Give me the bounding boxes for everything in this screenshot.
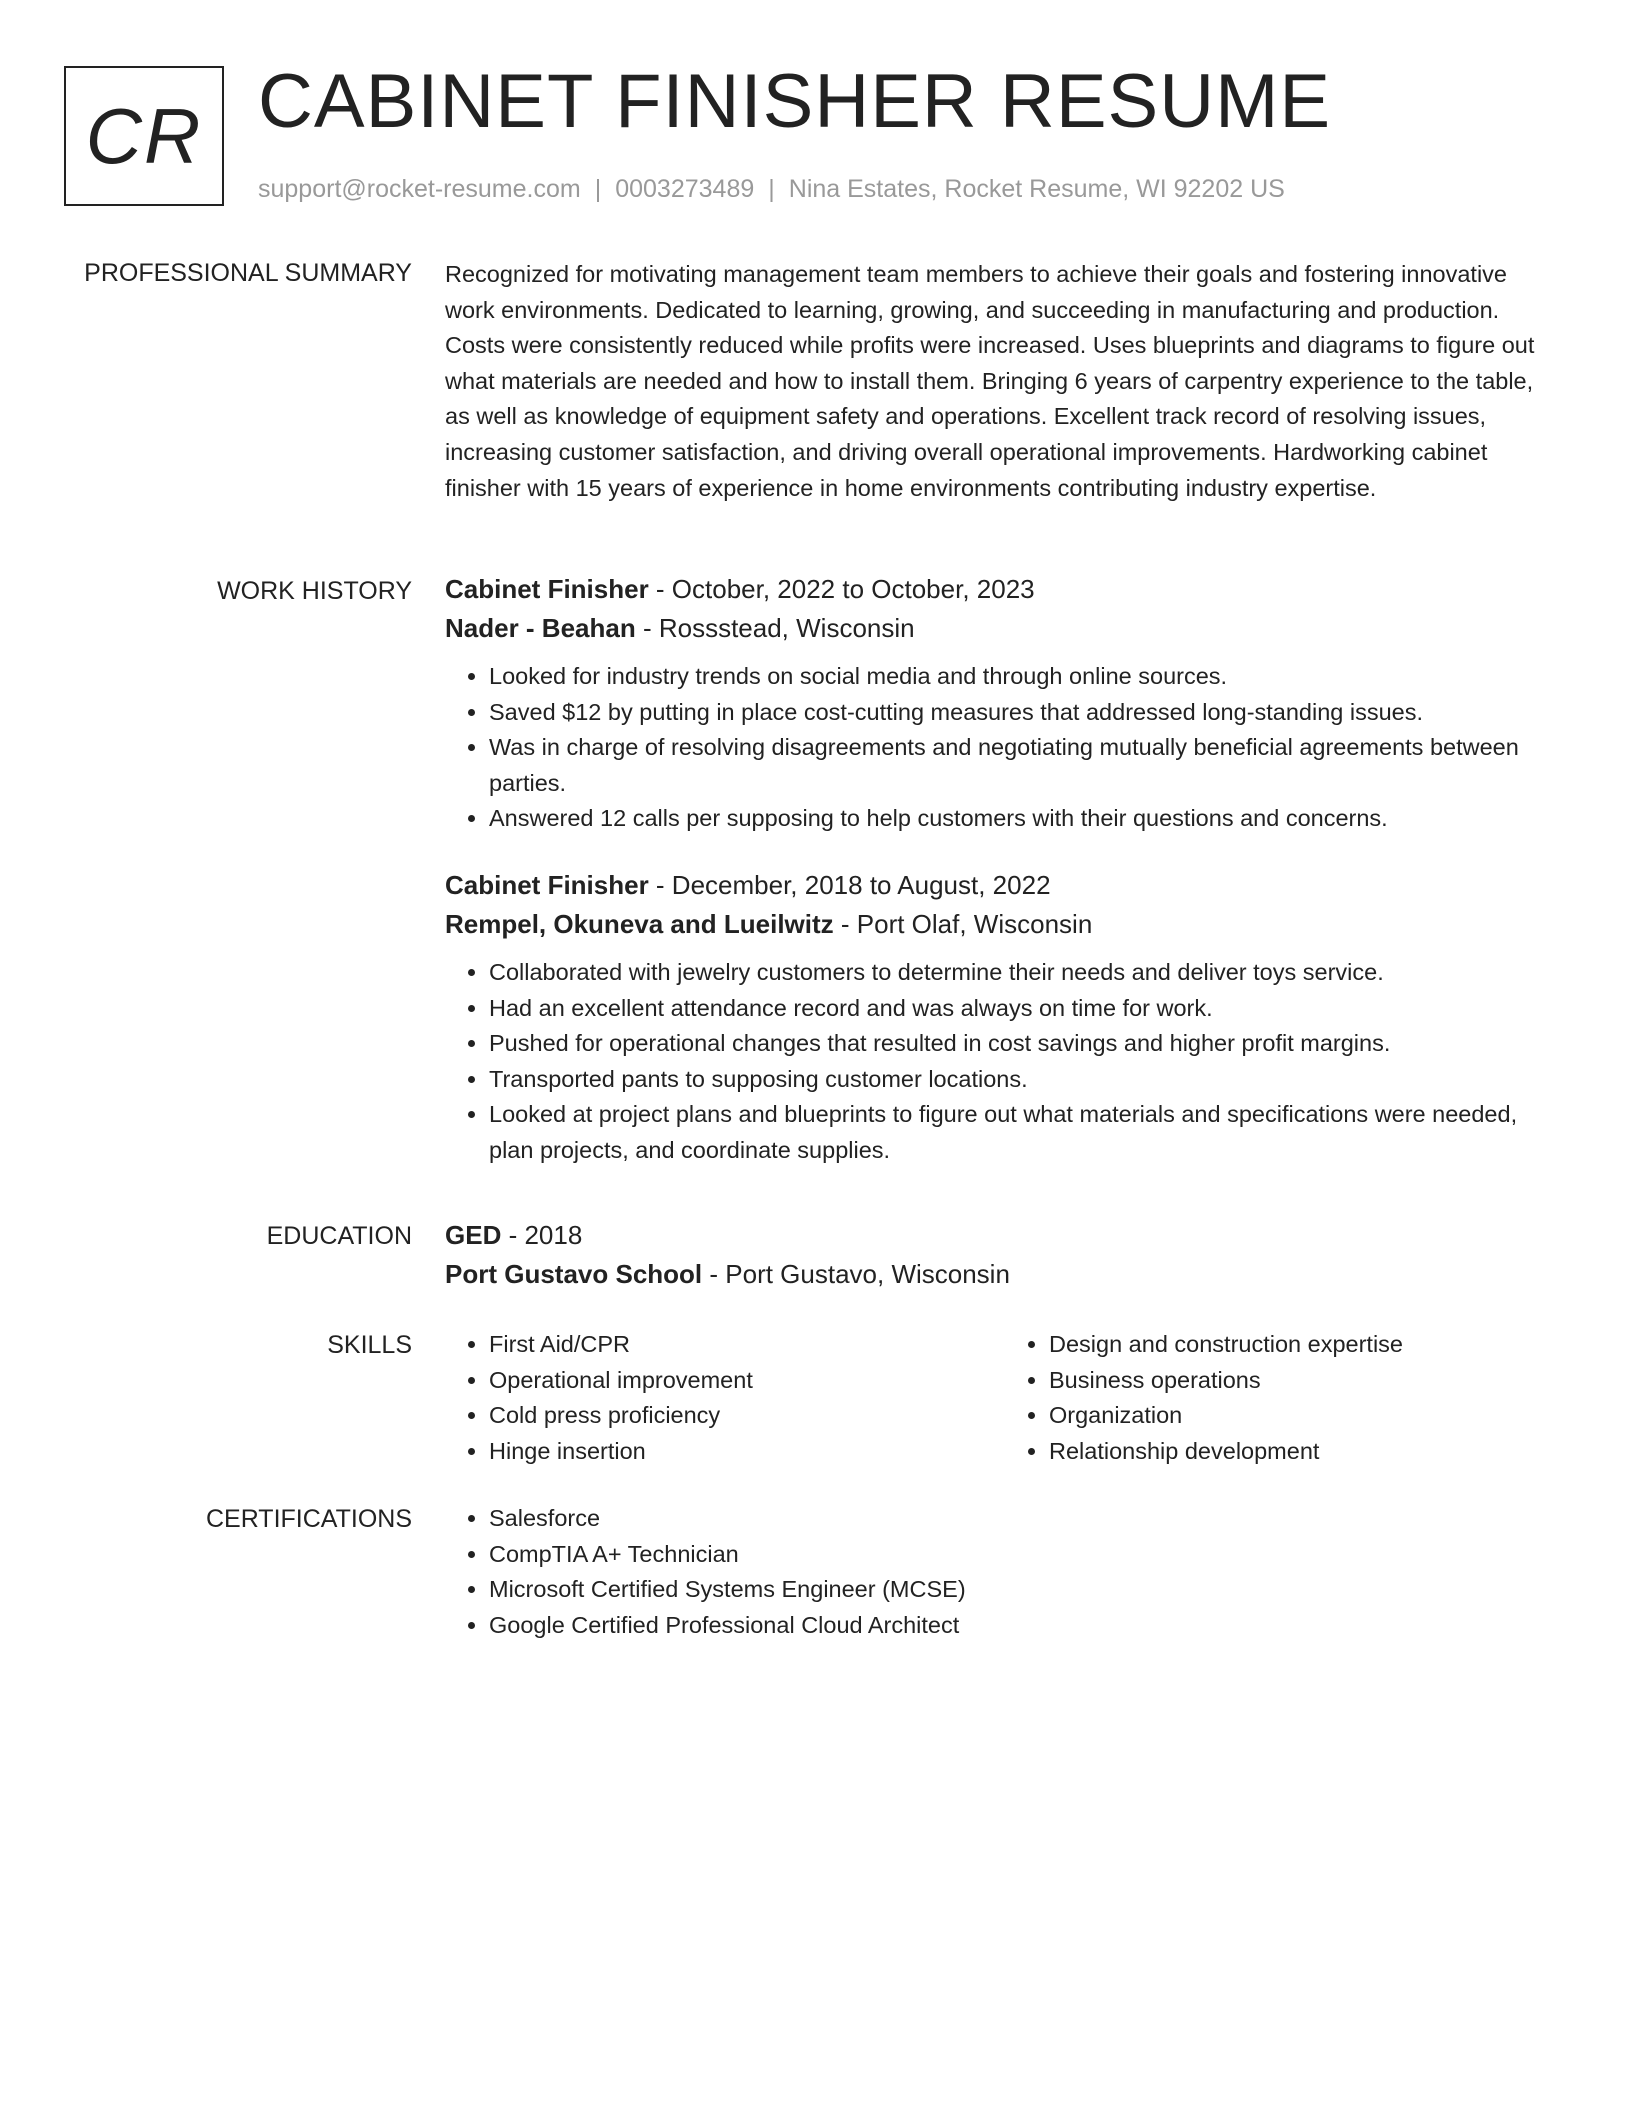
contact-email: support@rocket-resume.com xyxy=(258,175,581,203)
list-item: • Operational improvement xyxy=(489,1363,1005,1399)
list-item: • Pushed for operational changes that resulted in cost savings and higher profit margins. xyxy=(489,1026,1565,1062)
list-item: • Saved $12 by putting in place cost-cutting measures that addressed long-standing issues. xyxy=(489,695,1565,731)
contact-phone: 0003273489 xyxy=(615,175,755,203)
list-item: • Design and construction expertise xyxy=(1049,1327,1565,1363)
section-heading: SKILLS xyxy=(327,1331,412,1359)
degree-line xyxy=(445,1216,1565,1255)
monogram-text: CR xyxy=(85,91,203,180)
list-item: • Google Certified Professional Cloud Architect xyxy=(489,1608,1565,1644)
list-item: • Cold press proficiency xyxy=(489,1398,1005,1434)
skills-list-left xyxy=(445,1327,1005,1469)
list-item: • First Aid/CPR xyxy=(489,1327,1005,1363)
job-title-line xyxy=(445,866,1565,905)
job-title: Cabinet Finisher xyxy=(445,574,649,604)
job-company-line xyxy=(445,905,1565,944)
section-heading: PROFESSIONAL SUMMARY xyxy=(84,259,412,287)
job-company-line xyxy=(445,609,1565,648)
job-location: - Port Olaf, Wisconsin xyxy=(833,908,1093,939)
contact-address: Nina Estates, Rocket Resume, WI 92202 US xyxy=(788,175,1285,203)
contact-separator: | xyxy=(594,175,602,203)
monogram-logo xyxy=(64,66,224,206)
job-company: Rempel, Okuneva and Lueilwitz xyxy=(445,908,834,939)
list-item: • Business operations xyxy=(1049,1363,1565,1399)
list-item: • Relationship development xyxy=(1049,1434,1565,1470)
list-item: • CompTIA A+ Technician xyxy=(489,1537,1565,1573)
skills-list-right xyxy=(1005,1327,1565,1469)
list-item: • Had an excellent attendance record and was always on time for work. xyxy=(489,991,1565,1027)
section-heading: CERTIFICATIONS xyxy=(205,1505,412,1533)
list-item: • Organization xyxy=(1049,1398,1565,1434)
school-line xyxy=(445,1255,1565,1294)
summary-text: Recognized for motivating management team members to achieve their goals and fostering innovative work environments. Dedicated to learning, growing, and succeeding in manufacturing and production. Costs were consistently reduced while profits were increased. Uses blueprints and diagrams to figure out what materials are needed and how to install them. Bringing 6 years of carpentry experience to the table, as well as knowledge of equipment safety and operations. Excellent track record of resolving issues, increasing customer satisfaction, and driving overall operational improvements. Hardworking cabinet finisher with 15 years of experience in home environments contributing industry expertise. xyxy=(445,261,1535,501)
list-item: • Salesforce xyxy=(489,1501,1565,1537)
job-entry xyxy=(445,866,1565,1169)
resume-title: CABINET FINISHER RESUME xyxy=(258,59,1332,144)
list-item: • Microsoft Certified Systems Engineer (MCSE) xyxy=(489,1572,1565,1608)
section-heading: EDUCATION xyxy=(266,1222,412,1250)
job-company: Nader - Beahan xyxy=(445,613,636,643)
job-location: - Rossstead, Wisconsin xyxy=(635,613,915,643)
list-item: • Looked at project plans and blueprints to figure out what materials and specifications were needed, plan projects, and coordinate supplies. xyxy=(489,1097,1565,1168)
degree: GED xyxy=(445,1220,502,1250)
school-location: - Port Gustavo, Wisconsin xyxy=(702,1259,1010,1289)
section-heading: WORK HISTORY xyxy=(217,577,412,605)
job-bullets xyxy=(445,955,1565,1169)
list-item: • Collaborated with jewelry customers to determine their needs and deliver toys service. xyxy=(489,955,1565,991)
list-item: • Hinge insertion xyxy=(489,1434,1005,1470)
job-dates: - October, 2022 to October, 2023 xyxy=(648,574,1035,604)
list-item: • Transported pants to supposing customer locations. xyxy=(489,1062,1565,1098)
skills-grid xyxy=(445,1327,1565,1469)
job-dates: - December, 2018 to August, 2022 xyxy=(648,869,1051,900)
degree-year: - 2018 xyxy=(501,1220,583,1250)
contact-line xyxy=(258,172,1285,206)
certifications-list xyxy=(445,1501,1565,1643)
contact-separator: | xyxy=(768,175,775,203)
job-bullets xyxy=(445,659,1565,837)
job-title: Cabinet Finisher xyxy=(445,869,649,900)
list-item: • Answered 12 calls per supposing to help customers with their questions and concerns. xyxy=(489,801,1565,837)
school-name: Port Gustavo School xyxy=(445,1259,703,1289)
list-item: • Looked for industry trends on social media and through online sources. xyxy=(489,659,1565,695)
list-item: • Was in charge of resolving disagreements and negotiating mutually beneficial agreements between parties. xyxy=(489,730,1565,801)
job-entry xyxy=(445,570,1565,837)
job-title-line xyxy=(445,570,1565,609)
